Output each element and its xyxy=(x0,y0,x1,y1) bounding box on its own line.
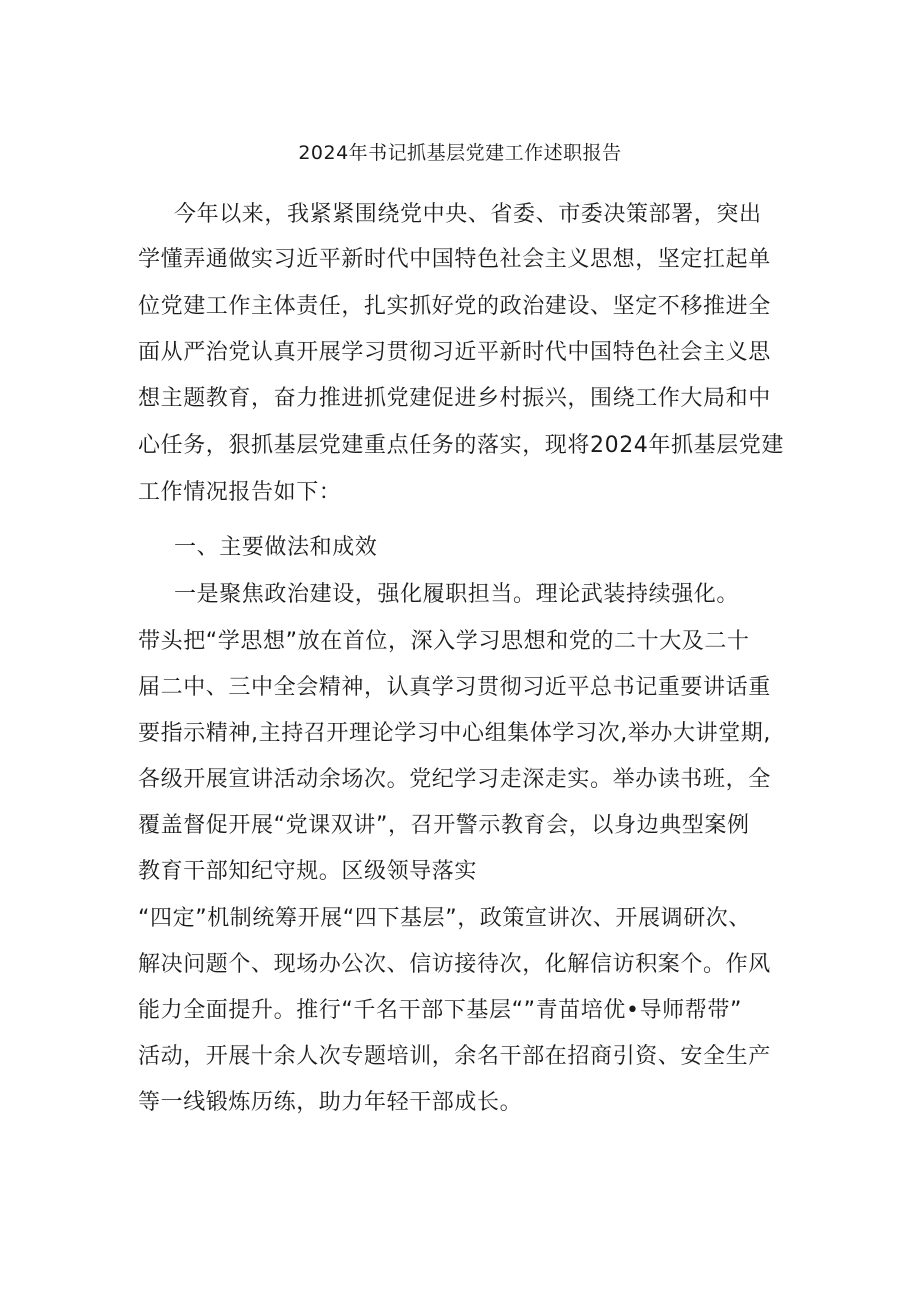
document-title: 2024年书记抓基层党建工作述职报告 xyxy=(298,142,622,164)
paragraph-line: 解决问题个、现场办公次、信访接待次，化解信访积案个。作风 xyxy=(138,952,771,977)
paragraph-line: 教育干部知纪守规。区级领导落实 xyxy=(138,859,478,884)
paragraph-line: 学懂弄通做实习近平新时代中国特色社会主义思想，坚定扛起单 xyxy=(138,247,771,272)
paragraph-line: 工作情况报告如下： xyxy=(138,480,342,505)
paragraph-line: 面从严治党认真开展学习贯彻习近平新时代中国特色社会主义思 xyxy=(138,340,771,365)
paragraph-line: 想主题教育，奋力推进抓党建促进乡村振兴，围绕工作大局和中 xyxy=(138,386,771,411)
paragraph-line: 心任务，狠抓基层党建重点任务的落实，现将2024年抓基层党建 xyxy=(138,433,784,458)
paragraph-line: 届二中、三中全会精神，认真学习贯彻习近平总书记重要讲话重 xyxy=(138,675,771,700)
paragraph-line: 覆盖督促开展“党课双讲”，召开警示教育会，以身边典型案例 xyxy=(138,813,750,838)
section-heading: 一、主要做法和成效 xyxy=(174,535,378,560)
paragraph-line: 活动，开展十余人次专题培训，余名干部在招商引资、安全生产 xyxy=(138,1044,771,1069)
paragraph-line: 一是聚焦政治建设，强化履职担当。理论武装持续强化。 xyxy=(174,582,740,607)
paragraph-line: 各级开展宣讲活动余场次。党纪学习走深走实。举办读书班，全 xyxy=(138,767,771,792)
paragraph-line: 要指示精神,主持召开理论学习中心组集体学习次,举办大讲堂期, xyxy=(138,721,771,746)
paragraph-line: 能力全面提升。推行“千名干部下基层“”青苗培优•导师帮带” xyxy=(138,998,742,1023)
paragraph-line: 等一线锻炼历练，助力年轻干部成长。 xyxy=(138,1090,523,1115)
paragraph-line: “四定”机制统筹开展“四下基层”，政策宣讲次、开展调研次、 xyxy=(138,906,751,931)
paragraph-line: 今年以来，我紧紧围绕党中央、省委、市委决策部署，突出 xyxy=(174,202,762,227)
paragraph-line: 位党建工作主体责任，扎实抓好党的政治建设、坚定不移推进全 xyxy=(138,294,771,319)
paragraph-line: 带头把“学思想”放在首位，深入学习思想和党的二十大及二十 xyxy=(138,629,750,654)
